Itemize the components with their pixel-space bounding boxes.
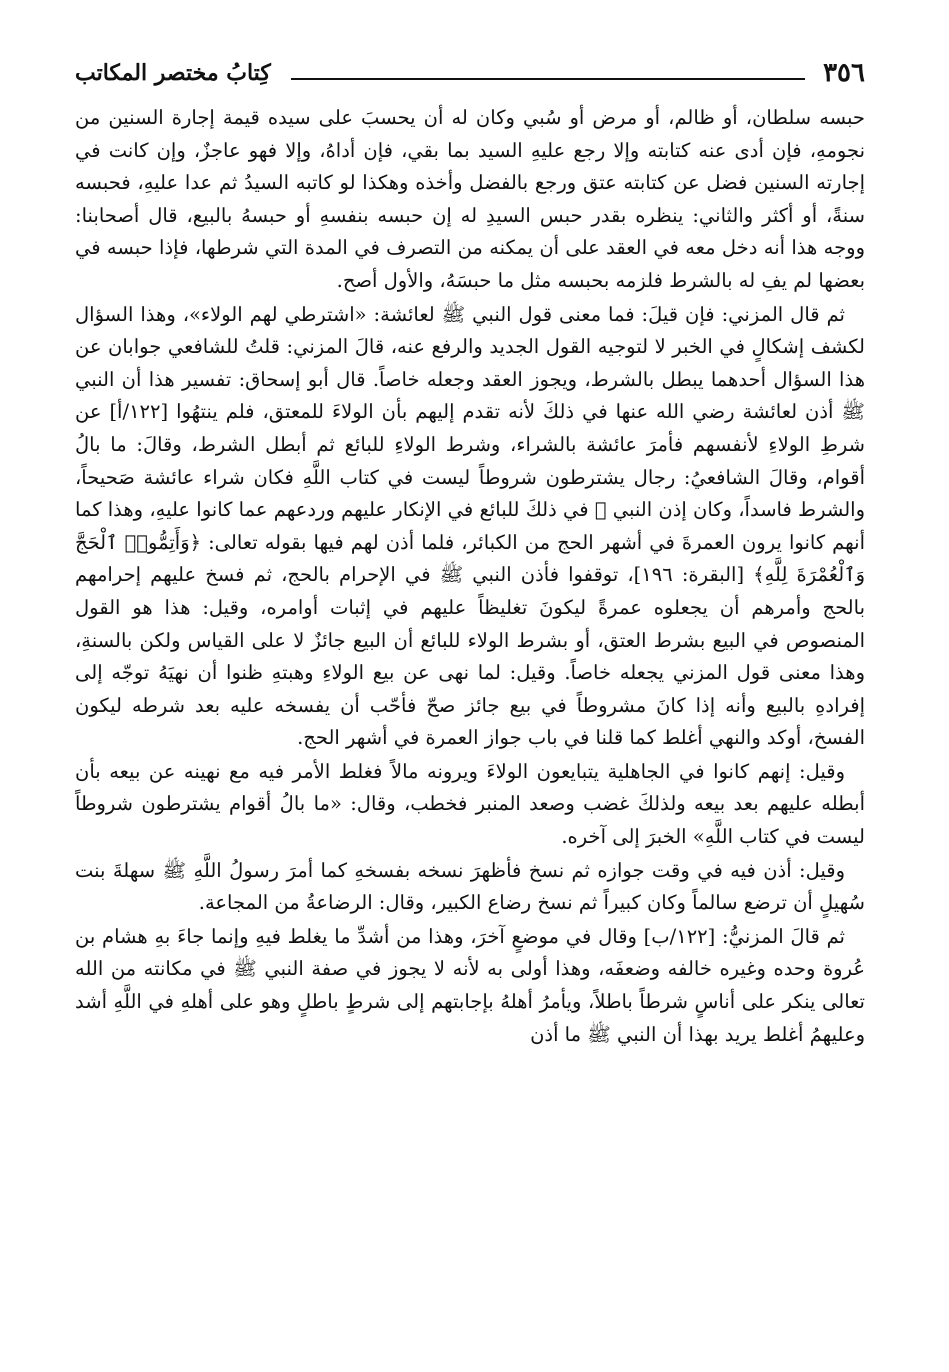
running-header: [75, 52, 865, 88]
body-text: [75, 102, 865, 1051]
page-number: ٣٥٦: [823, 58, 865, 88]
paragraph: حبسه سلطان، أو ظالم، أو مرض أو سُبي وكان له أن يحسبَ على سيده قيمة إجارة السنين من نجومهِ، فإن أدى عنه كتابته وإلا رجع عليهِ السيد بما بقي، فإن أداهُ، وإلا فهو عاجزٌ، وإن كانت في إجارته السنين فضل عن كتابته عتق ورجع بالفضل وأخذه وهكذا لو كاتبه السيدُ ثم عدا عليهِ، فحبسه سنةً، أو أكثر والثاني: ينظره بقدر حبس السيدِ له إن حبسه بنفسهِ أو حبسهُ بالبيع، قال أصحابنا: ووجه هذا أنه دخل معه في العقد على أن يمكنه من التصرف في المدة التي شرطها، فإذا حبسه في بعضها لم يفِ له بالشرط فلزمه بحبسه مثل ما حبسَهُ، والأول أصح.: [75, 106, 865, 292]
paragraph: ثم قالَ المزنيُّ: [١٢٢/ب] وقال في موضعٍ آخرَ، وهذا من أشدِّ ما يغلط فيهِ وإنما جاءَ بهِ هشام بن عُروة وحده وغيره خالفه وضعفَه، وهذا أولى به لأنه لا يجوز في صفة النبي ﷺ في مكانته من الله تعالى ينكر على أناسٍ شرطاً باطلاً، ويأمرُ أهلهُ بإجابتهم إلى شرطٍ باطلٍ وهو على أهلهِ في اللَّهِ أشد وعليهمُ أغلط يريد بهذا أن النبي ﷺ ما أذن: [75, 924, 865, 1046]
book-title: كِتابُ مختصر المكاتب: [75, 60, 271, 86]
paragraph: ثم قال المزني: فإن قيلَ: فما معنى قول النبي ﷺ لعائشة: «اشترطي لهم الولاء»، وهذا السؤال لكشف إشكالٍ في الخبر لا لتوجيه القول الجديد والرفع عنه، قالَ المزني: قلتُ للشافعي جوابان عن هذا السؤال أحدهما يبطل بالشرط، ويجوز العقد وجعله خاصاً. قال أبو إسحاق: تفسير هذا أن النبي ﷺ أذن لعائشة رضي الله عنها في ذلكَ لأنه تقدم إليهم بأن الولاءَ للمعتق، فلم ينتهُوا [١٢٢/أ] عن شرطِ الولاءِ لأنفسهم فأمرَ عائشة بالشراء، وشرط الولاءِ للبائع ثم أبطل الشرط، وقالَ: ما بالُ أقوام، وقالَ الشافعيُ: رجال يشترطون شروطاً ليست في كتاب اللَّهِ فكان شراء عائشة صَحيحاً، والشرط فاسداً، وكان إذن النبي ﷺ في ذلكَ للبائع في الإنكار عليهم وردعهم عما كانوا عليهِ، وهذا كما أنهم كانوا يرون العمرةَ في أشهر الحج من الكبائر، فلما أذن لهم فيها بقوله تعالى: ﴿وَأَتِمُّوا۟ ٱلْحَجَّ وَٱلْعُمْرَةَ لِلَّهِ﴾ [البقرة: ١٩٦]، توقفوا فأذن النبي ﷺ في الإحرام بالحج، ثم فسخ عليهم إحرامهم بالحج وأمرهم أن يجعلوه عمرةً ليكونَ تغليظاً عليهم في إثبات أوامره، وقيل: هذا هو القول المنصوص في البيع بشرط العتق، أو بشرط الولاء للبائع أن البيع جائزٌ لا على القياس ولكن بالسنةِ، وهذا معنى قول المزني يجعله خاصاً. وقيل: لما نهى عن بيع الولاءِ وهبتهِ ظنوا أن نهيَهُ توجّه إلى إفرادهِ بالبيع وأنه إذا كانَ مشروطاً في بيع جائز صحّ فأحّب أن يفسخه عليه بعد شرطه ليكون الفسخ، أوكد والنهي أغلط كما قلنا في باب جواز العمرة في أشهر الحج.: [75, 302, 865, 750]
header-rule: [291, 78, 805, 80]
paragraph: وقيل: إنهم كانوا في الجاهلية يتبايعون الولاءَ ويرونه مالاً فغلط الأمر فيه مع نهينه عن بيعه بأن أبطله عليهم بعد بيعه ولذلكَ غضب وصعد المنبر فخطب، وقال: «ما بالُ أقوام يشترطون شروطاً ليست في كتاب اللَّهِ» الخبرَ إلى آخره.: [75, 759, 865, 849]
paragraph: وقيل: أذن فيه في وقت جوازه ثم نسخ فأظهرَ نسخه بفسخهِ كما أمرَ رسولُ اللَّهِ ﷺ سهلةَ بنت سُهيلٍ أن ترضع سالماً وكان كبيراً ثم نسخ رضاع الكبير، وقال: الرضاعةُ من المجاعة.: [75, 858, 865, 915]
